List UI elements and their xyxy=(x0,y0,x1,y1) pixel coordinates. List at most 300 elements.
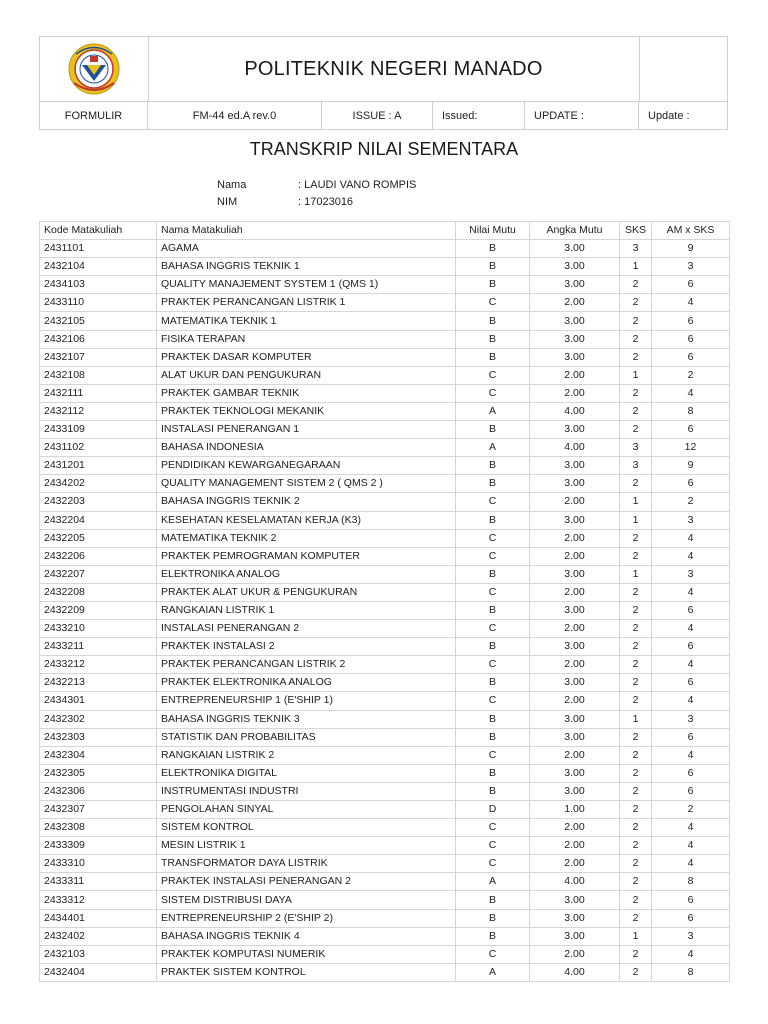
cell-kode: 2433310 xyxy=(40,855,157,873)
cell-kode: 2432305 xyxy=(40,764,157,782)
table-row xyxy=(40,529,730,547)
cell-am-x-sks: 8 xyxy=(652,402,730,420)
cell-angka-mutu: 3.00 xyxy=(530,475,620,493)
grades-table xyxy=(39,221,730,982)
cell-nama: PRAKTEK ALAT UKUR & PENGUKURAN xyxy=(157,583,456,601)
cell-kode: 2433109 xyxy=(40,421,157,439)
header-am-x-sks: AM x SKS xyxy=(652,222,730,240)
table-row xyxy=(40,855,730,873)
table-row xyxy=(40,674,730,692)
cell-am-x-sks: 8 xyxy=(652,873,730,891)
cell-nama: INSTRUMENTASI INDUSTRI xyxy=(157,782,456,800)
issue-label: ISSUE : A xyxy=(322,102,433,130)
update-label: Update : xyxy=(648,110,690,122)
cell-nilai-mutu: B xyxy=(456,638,530,656)
cell-angka-mutu: 3.00 xyxy=(530,728,620,746)
table-row xyxy=(40,547,730,565)
cell-kode: 2432404 xyxy=(40,963,157,981)
cell-kode: 2433210 xyxy=(40,620,157,638)
cell-am-x-sks: 6 xyxy=(652,764,730,782)
cell-nilai-mutu: C xyxy=(456,493,530,511)
cell-nilai-mutu: B xyxy=(456,511,530,529)
cell-nilai-mutu: B xyxy=(456,891,530,909)
cell-nama: BAHASA INGGRIS TEKNIK 4 xyxy=(157,927,456,945)
issued-label: Issued: xyxy=(433,102,525,130)
cell-nama: BAHASA INDONESIA xyxy=(157,439,456,457)
cell-nilai-mutu: C xyxy=(456,583,530,601)
table-row xyxy=(40,511,730,529)
table-row xyxy=(40,782,730,800)
cell-am-x-sks: 4 xyxy=(652,384,730,402)
cell-am-x-sks: 2 xyxy=(652,493,730,511)
table-row xyxy=(40,656,730,674)
cell-nama: BAHASA INGGRIS TEKNIK 3 xyxy=(157,710,456,728)
cell-nilai-mutu: B xyxy=(456,457,530,475)
cell-sks: 2 xyxy=(620,402,652,420)
cell-nilai-mutu: B xyxy=(456,276,530,294)
cell-nilai-mutu: C xyxy=(456,366,530,384)
cell-angka-mutu: 4.00 xyxy=(530,402,620,420)
cell-sks: 2 xyxy=(620,384,652,402)
cell-angka-mutu: 3.00 xyxy=(530,511,620,529)
cell-am-x-sks: 2 xyxy=(652,366,730,384)
cell-nilai-mutu: C xyxy=(456,294,530,312)
cell-am-x-sks: 4 xyxy=(652,294,730,312)
cell-nama: PRAKTEK DASAR KOMPUTER xyxy=(157,348,456,366)
cell-nama: PRAKTEK INSTALASI PENERANGAN 2 xyxy=(157,873,456,891)
cell-kode: 2434301 xyxy=(40,692,157,710)
cell-sks: 2 xyxy=(620,692,652,710)
cell-nama: ENTREPRENEURSHIP 1 (E'SHIP 1) xyxy=(157,692,456,710)
cell-angka-mutu: 4.00 xyxy=(530,439,620,457)
cell-am-x-sks: 3 xyxy=(652,565,730,583)
cell-sks: 3 xyxy=(620,439,652,457)
update-upper-label: UPDATE : xyxy=(525,102,639,130)
cell-kode: 2432204 xyxy=(40,511,157,529)
cell-nama: RANGKAIAN LISTRIK 1 xyxy=(157,601,456,619)
cell-nilai-mutu: B xyxy=(456,565,530,583)
cell-kode: 2432304 xyxy=(40,746,157,764)
cell-nama: PRAKTEK GAMBAR TEKNIK xyxy=(157,384,456,402)
cell-angka-mutu: 2.00 xyxy=(530,493,620,511)
cell-sks: 2 xyxy=(620,873,652,891)
cell-angka-mutu: 2.00 xyxy=(530,656,620,674)
cell-nilai-mutu: C xyxy=(456,746,530,764)
table-row xyxy=(40,366,730,384)
cell-angka-mutu: 3.00 xyxy=(530,638,620,656)
cell-angka-mutu: 3.00 xyxy=(530,927,620,945)
cell-nama: INSTALASI PENERANGAN 2 xyxy=(157,620,456,638)
cell-nama: PRAKTEK PERANCANGAN LISTRIK 1 xyxy=(157,294,456,312)
cell-angka-mutu: 2.00 xyxy=(530,746,620,764)
cell-kode: 2432209 xyxy=(40,601,157,619)
header-nilai-mutu: Nilai Mutu xyxy=(456,222,530,240)
cell-nama: ELEKTRONIKA ANALOG xyxy=(157,565,456,583)
cell-kode: 2431102 xyxy=(40,439,157,457)
logo-cell xyxy=(40,37,149,101)
cell-am-x-sks: 3 xyxy=(652,710,730,728)
formulir-label: FORMULIR xyxy=(40,102,148,130)
cell-kode: 2432107 xyxy=(40,348,157,366)
cell-sks: 1 xyxy=(620,258,652,276)
table-row xyxy=(40,421,730,439)
table-row xyxy=(40,710,730,728)
cell-am-x-sks: 6 xyxy=(652,728,730,746)
cell-am-x-sks: 8 xyxy=(652,963,730,981)
cell-sks: 2 xyxy=(620,294,652,312)
cell-nama: PRAKTEK KOMPUTASI NUMERIK xyxy=(157,945,456,963)
cell-angka-mutu: 4.00 xyxy=(530,873,620,891)
form-code: FM-44 ed.A rev.0 xyxy=(148,102,322,130)
table-row xyxy=(40,384,730,402)
cell-angka-mutu: 3.00 xyxy=(530,710,620,728)
header-sks: SKS xyxy=(620,222,652,240)
cell-am-x-sks: 6 xyxy=(652,674,730,692)
cell-sks: 1 xyxy=(620,927,652,945)
cell-nama: BAHASA INGGRIS TEKNIK 1 xyxy=(157,258,456,276)
cell-am-x-sks: 4 xyxy=(652,547,730,565)
cell-sks: 2 xyxy=(620,945,652,963)
cell-sks: 1 xyxy=(620,710,652,728)
cell-nilai-mutu: A xyxy=(456,439,530,457)
table-row xyxy=(40,746,730,764)
cell-angka-mutu: 3.00 xyxy=(530,891,620,909)
cell-nama: PRAKTEK INSTALASI 2 xyxy=(157,638,456,656)
cell-nilai-mutu: B xyxy=(456,927,530,945)
cell-sks: 2 xyxy=(620,475,652,493)
table-row xyxy=(40,565,730,583)
table-row xyxy=(40,638,730,656)
cell-nama: MATEMATIKA TEKNIK 1 xyxy=(157,312,456,330)
cell-sks: 2 xyxy=(620,601,652,619)
cell-angka-mutu: 3.00 xyxy=(530,457,620,475)
cell-nilai-mutu: A xyxy=(456,873,530,891)
cell-nilai-mutu: B xyxy=(456,421,530,439)
cell-kode: 2432203 xyxy=(40,493,157,511)
cell-angka-mutu: 3.00 xyxy=(530,348,620,366)
cell-nama: MATEMATIKA TEKNIK 2 xyxy=(157,529,456,547)
table-row xyxy=(40,312,730,330)
cell-sks: 1 xyxy=(620,565,652,583)
cell-angka-mutu: 2.00 xyxy=(530,384,620,402)
cell-sks: 2 xyxy=(620,620,652,638)
cell-am-x-sks: 9 xyxy=(652,240,730,258)
cell-am-x-sks: 6 xyxy=(652,276,730,294)
cell-nilai-mutu: B xyxy=(456,674,530,692)
header-nama: Nama Matakuliah xyxy=(157,222,456,240)
nim-value: : 17023016 xyxy=(298,196,354,208)
cell-sks: 2 xyxy=(620,421,652,439)
cell-angka-mutu: 2.00 xyxy=(530,855,620,873)
cell-sks: 2 xyxy=(620,801,652,819)
table-row xyxy=(40,927,730,945)
cell-angka-mutu: 3.00 xyxy=(530,601,620,619)
cell-kode: 2433212 xyxy=(40,656,157,674)
cell-kode: 2434202 xyxy=(40,475,157,493)
cell-sks: 2 xyxy=(620,728,652,746)
cell-kode: 2432402 xyxy=(40,927,157,945)
cell-kode: 2433311 xyxy=(40,873,157,891)
cell-kode: 2433309 xyxy=(40,837,157,855)
cell-sks: 1 xyxy=(620,366,652,384)
table-row xyxy=(40,348,730,366)
cell-am-x-sks: 3 xyxy=(652,927,730,945)
cell-nilai-mutu: C xyxy=(456,656,530,674)
cell-am-x-sks: 6 xyxy=(652,601,730,619)
cell-am-x-sks: 6 xyxy=(652,330,730,348)
cell-nama: PRAKTEK PEMROGRAMAN KOMPUTER xyxy=(157,547,456,565)
header-angka-mutu: Angka Mutu xyxy=(530,222,620,240)
table-row xyxy=(40,963,730,981)
cell-kode: 2432306 xyxy=(40,782,157,800)
cell-sks: 2 xyxy=(620,638,652,656)
cell-nama: PRAKTEK SISTEM KONTROL xyxy=(157,963,456,981)
nim-label: NIM xyxy=(217,196,238,208)
cell-angka-mutu: 2.00 xyxy=(530,837,620,855)
table-row xyxy=(40,276,730,294)
cell-am-x-sks: 6 xyxy=(652,475,730,493)
header-blank-cell xyxy=(639,37,728,101)
cell-kode: 2432103 xyxy=(40,945,157,963)
cell-nilai-mutu: C xyxy=(456,945,530,963)
cell-nama: SISTEM KONTROL xyxy=(157,819,456,837)
cell-kode: 2432111 xyxy=(40,384,157,402)
cell-kode: 2433312 xyxy=(40,891,157,909)
cell-kode: 2434103 xyxy=(40,276,157,294)
cell-sks: 2 xyxy=(620,547,652,565)
cell-angka-mutu: 2.00 xyxy=(530,620,620,638)
cell-nama: ELEKTRONIKA DIGITAL xyxy=(157,764,456,782)
cell-nama: PRAKTEK ELEKTRONIKA ANALOG xyxy=(157,674,456,692)
cell-kode: 2431201 xyxy=(40,457,157,475)
institution-title-cell xyxy=(148,37,639,101)
cell-am-x-sks: 6 xyxy=(652,782,730,800)
cell-kode: 2432104 xyxy=(40,258,157,276)
cell-kode: 2432302 xyxy=(40,710,157,728)
cell-angka-mutu: 3.00 xyxy=(530,421,620,439)
cell-am-x-sks: 9 xyxy=(652,457,730,475)
nama-label: Nama xyxy=(217,179,247,191)
table-row xyxy=(40,873,730,891)
cell-nama: BAHASA INGGRIS TEKNIK 2 xyxy=(157,493,456,511)
table-row xyxy=(40,728,730,746)
cell-kode: 2432303 xyxy=(40,728,157,746)
cell-sks: 2 xyxy=(620,583,652,601)
cell-am-x-sks: 6 xyxy=(652,348,730,366)
document-title: TRANSKRIP NILAI SEMENTARA xyxy=(249,139,519,159)
cell-kode: 2432307 xyxy=(40,801,157,819)
cell-nilai-mutu: C xyxy=(456,384,530,402)
cell-nilai-mutu: C xyxy=(456,837,530,855)
table-row xyxy=(40,330,730,348)
header-kode: Kode Matakuliah xyxy=(40,222,157,240)
cell-am-x-sks: 4 xyxy=(652,583,730,601)
cell-am-x-sks: 4 xyxy=(652,819,730,837)
table-row xyxy=(40,891,730,909)
table-row xyxy=(40,402,730,420)
cell-am-x-sks: 12 xyxy=(652,439,730,457)
cell-sks: 2 xyxy=(620,656,652,674)
cell-am-x-sks: 6 xyxy=(652,891,730,909)
cell-angka-mutu: 2.00 xyxy=(530,692,620,710)
cell-kode: 2434401 xyxy=(40,909,157,927)
cell-sks: 2 xyxy=(620,891,652,909)
table-row xyxy=(40,475,730,493)
cell-kode: 2432108 xyxy=(40,366,157,384)
cell-nama: PENDIDIKAN KEWARGANEGARAAN xyxy=(157,457,456,475)
cell-kode: 2432105 xyxy=(40,312,157,330)
cell-nilai-mutu: A xyxy=(456,963,530,981)
table-row xyxy=(40,909,730,927)
cell-am-x-sks: 4 xyxy=(652,656,730,674)
cell-am-x-sks: 4 xyxy=(652,692,730,710)
table-row xyxy=(40,601,730,619)
cell-am-x-sks: 6 xyxy=(652,421,730,439)
cell-nama: MESIN LISTRIK 1 xyxy=(157,837,456,855)
cell-nilai-mutu: A xyxy=(456,402,530,420)
cell-kode: 2433211 xyxy=(40,638,157,656)
cell-nama: QUALITY MANAJEMENT SYSTEM 1 (QMS 1) xyxy=(157,276,456,294)
cell-angka-mutu: 2.00 xyxy=(530,583,620,601)
cell-nama: PENGOLAHAN SINYAL xyxy=(157,801,456,819)
cell-am-x-sks: 4 xyxy=(652,746,730,764)
institution-seal-icon xyxy=(40,37,148,101)
cell-am-x-sks: 3 xyxy=(652,511,730,529)
cell-nama: KESEHATAN KESELAMATAN KERJA (K3) xyxy=(157,511,456,529)
cell-sks: 2 xyxy=(620,529,652,547)
cell-am-x-sks: 3 xyxy=(652,258,730,276)
cell-nilai-mutu: B xyxy=(456,601,530,619)
nama-value: : LAUDI VANO ROMPIS xyxy=(298,179,417,191)
cell-kode: 2432208 xyxy=(40,583,157,601)
cell-angka-mutu: 3.00 xyxy=(530,565,620,583)
table-row xyxy=(40,240,730,258)
table-row xyxy=(40,764,730,782)
table-row xyxy=(40,692,730,710)
table-row xyxy=(40,620,730,638)
cell-am-x-sks: 4 xyxy=(652,837,730,855)
cell-kode: 2432205 xyxy=(40,529,157,547)
table-row xyxy=(40,258,730,276)
cell-sks: 1 xyxy=(620,511,652,529)
cell-sks: 2 xyxy=(620,276,652,294)
cell-nama: QUALITY MANAGEMENT SISTEM 2 ( QMS 2 ) xyxy=(157,475,456,493)
cell-sks: 2 xyxy=(620,909,652,927)
cell-nama: TRANSFORMATOR DAYA LISTRIK xyxy=(157,855,456,873)
cell-nama: ENTREPRENEURSHIP 2 (E'SHIP 2) xyxy=(157,909,456,927)
cell-nilai-mutu: C xyxy=(456,529,530,547)
cell-angka-mutu: 2.00 xyxy=(530,945,620,963)
cell-sks: 2 xyxy=(620,746,652,764)
document-header xyxy=(39,36,728,130)
cell-nilai-mutu: B xyxy=(456,258,530,276)
cell-kode: 2432206 xyxy=(40,547,157,565)
cell-angka-mutu: 2.00 xyxy=(530,294,620,312)
cell-kode: 2431101 xyxy=(40,240,157,258)
cell-nama: PRAKTEK PERANCANGAN LISTRIK 2 xyxy=(157,656,456,674)
cell-nilai-mutu: B xyxy=(456,240,530,258)
table-row xyxy=(40,819,730,837)
cell-nilai-mutu: B xyxy=(456,312,530,330)
table-row xyxy=(40,457,730,475)
table-row xyxy=(40,294,730,312)
table-row xyxy=(40,439,730,457)
cell-nama: AGAMA xyxy=(157,240,456,258)
cell-angka-mutu: 2.00 xyxy=(530,529,620,547)
cell-sks: 2 xyxy=(620,819,652,837)
cell-angka-mutu: 3.00 xyxy=(530,782,620,800)
cell-sks: 2 xyxy=(620,855,652,873)
cell-am-x-sks: 4 xyxy=(652,620,730,638)
cell-sks: 3 xyxy=(620,240,652,258)
cell-nama: ALAT UKUR DAN PENGUKURAN xyxy=(157,366,456,384)
table-row xyxy=(40,493,730,511)
cell-kode: 2432308 xyxy=(40,819,157,837)
cell-angka-mutu: 3.00 xyxy=(530,764,620,782)
cell-kode: 2432213 xyxy=(40,674,157,692)
cell-angka-mutu: 3.00 xyxy=(530,674,620,692)
cell-am-x-sks: 4 xyxy=(652,529,730,547)
cell-nama: STATISTIK DAN PROBABILITAS xyxy=(157,728,456,746)
cell-sks: 2 xyxy=(620,764,652,782)
cell-nilai-mutu: B xyxy=(456,764,530,782)
cell-nama: SISTEM DISTRIBUSI DAYA xyxy=(157,891,456,909)
cell-nilai-mutu: C xyxy=(456,855,530,873)
cell-nilai-mutu: C xyxy=(456,692,530,710)
table-row xyxy=(40,801,730,819)
cell-nilai-mutu: C xyxy=(456,547,530,565)
cell-angka-mutu: 3.00 xyxy=(530,909,620,927)
cell-angka-mutu: 3.00 xyxy=(530,258,620,276)
cell-nilai-mutu: D xyxy=(456,801,530,819)
cell-nama: RANGKAIAN LISTRIK 2 xyxy=(157,746,456,764)
cell-sks: 2 xyxy=(620,312,652,330)
cell-angka-mutu: 2.00 xyxy=(530,547,620,565)
cell-angka-mutu: 2.00 xyxy=(530,366,620,384)
cell-nilai-mutu: B xyxy=(456,710,530,728)
cell-am-x-sks: 2 xyxy=(652,801,730,819)
cell-nilai-mutu: B xyxy=(456,728,530,746)
cell-am-x-sks: 4 xyxy=(652,855,730,873)
cell-sks: 3 xyxy=(620,457,652,475)
cell-angka-mutu: 3.00 xyxy=(530,312,620,330)
cell-sks: 2 xyxy=(620,963,652,981)
cell-angka-mutu: 3.00 xyxy=(530,330,620,348)
cell-nilai-mutu: B xyxy=(456,909,530,927)
table-row xyxy=(40,837,730,855)
cell-angka-mutu: 2.00 xyxy=(530,819,620,837)
cell-nilai-mutu: C xyxy=(456,819,530,837)
table-row xyxy=(40,945,730,963)
cell-angka-mutu: 3.00 xyxy=(530,240,620,258)
cell-nama: FISIKA TERAPAN xyxy=(157,330,456,348)
cell-kode: 2433110 xyxy=(40,294,157,312)
cell-sks: 2 xyxy=(620,782,652,800)
cell-angka-mutu: 1.00 xyxy=(530,801,620,819)
cell-angka-mutu: 3.00 xyxy=(530,276,620,294)
cell-nama: INSTALASI PENERANGAN 1 xyxy=(157,421,456,439)
cell-kode: 2432106 xyxy=(40,330,157,348)
cell-sks: 2 xyxy=(620,330,652,348)
cell-am-x-sks: 6 xyxy=(652,909,730,927)
cell-nilai-mutu: B xyxy=(456,330,530,348)
cell-sks: 2 xyxy=(620,674,652,692)
cell-angka-mutu: 4.00 xyxy=(530,963,620,981)
cell-am-x-sks: 6 xyxy=(652,638,730,656)
institution-name: POLITEKNIK NEGERI MANADO xyxy=(244,57,543,80)
cell-am-x-sks: 6 xyxy=(652,312,730,330)
grades-table-body xyxy=(40,240,730,982)
